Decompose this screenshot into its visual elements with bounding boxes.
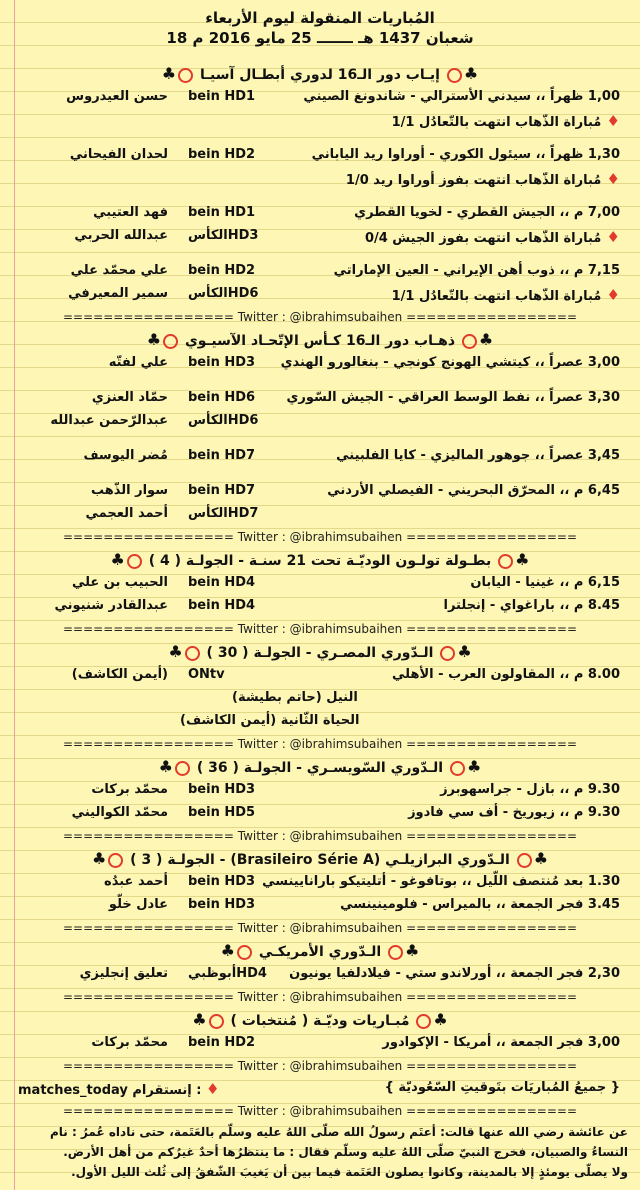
match-row xyxy=(0,894,640,917)
separator xyxy=(0,306,640,328)
match-row xyxy=(0,963,640,986)
commentator-2: عبدالرّحمن عبدالله xyxy=(50,413,168,428)
ring-icon xyxy=(416,1014,431,1029)
extra-channel-row xyxy=(0,687,640,710)
match-text: 3.45 فجر الجمعة ،، بالميراس - فلومينينسي xyxy=(340,897,620,912)
commentator-2: أحمد العجمي xyxy=(85,506,168,521)
separator-fill: ================= xyxy=(62,737,234,751)
ring-icon xyxy=(440,646,455,661)
commentator: فهد العتيبي xyxy=(93,205,168,220)
channel: bein HD5 xyxy=(188,805,256,820)
section-title xyxy=(0,640,640,664)
match-text: 3,30 عصراً ،، نفط الوسط العراقي - الجيش السّوري xyxy=(286,390,620,405)
twitter-handle[interactable]: Twitter : @ibrahimsubaihen xyxy=(233,737,407,751)
channel-2: الكأسHD7 xyxy=(188,506,259,521)
separator-fill: ================= xyxy=(62,990,234,1004)
ring-icon xyxy=(127,554,142,569)
match-text: 9.30 م ،، زيوريخ - أف سي فادوز xyxy=(408,805,620,820)
separator-fill: ================= xyxy=(62,530,234,544)
channel: bein HD4 xyxy=(188,598,256,613)
ring-icon xyxy=(163,334,178,349)
twitter-handle[interactable]: Twitter : @ibrahimsubaihen xyxy=(233,921,407,935)
commentator: أحمد عبدُه xyxy=(104,874,168,889)
commentator-2: سمير المعيرفي xyxy=(68,286,168,301)
commentator: لحدان الفيحاني xyxy=(69,147,168,162)
channel: bein HD3 xyxy=(188,782,256,797)
match-row xyxy=(0,572,640,595)
separator xyxy=(0,825,640,847)
separator-fill: ================= xyxy=(406,990,578,1004)
extra-channel: الحياة الثّانية (أيمن الكاشف) xyxy=(180,713,360,728)
section xyxy=(0,939,640,986)
separator-fill: ================= xyxy=(62,921,234,935)
commentator: عادل خلّو xyxy=(108,897,168,912)
match-text: 6,15 م ،، غينيا - اليابان xyxy=(470,575,620,590)
channel-2: الكأسHD6 xyxy=(188,286,259,301)
match-row xyxy=(0,260,640,283)
date-line: 18 شعبان 1437 هـ ـــــــ 25 مايو 2016 م xyxy=(166,29,474,47)
club-icon: ♣ xyxy=(533,849,549,868)
row-gap xyxy=(0,468,640,480)
separator: ================= Twitter : @ibrahimsubaihen ================= xyxy=(62,1104,578,1118)
instagram-handle[interactable]: matches_today xyxy=(18,1083,128,1098)
first-leg-result xyxy=(392,112,620,130)
section-title xyxy=(0,939,640,963)
sections-container xyxy=(0,62,640,1077)
match-row xyxy=(0,352,640,375)
twitter-handle[interactable]: Twitter : @ibrahimsubaihen xyxy=(233,990,407,1004)
match-row xyxy=(0,144,640,167)
row-gap xyxy=(0,132,640,144)
row-gap xyxy=(0,375,640,387)
ring-icon xyxy=(447,68,462,83)
channel: bein HD2 xyxy=(188,263,256,278)
commentator: علي محمّد علي xyxy=(70,263,168,278)
channel: bein HD2 xyxy=(188,147,256,162)
section-title-text: الـدّوري المصـري - الجولـة ( 30 ) xyxy=(201,645,439,661)
section xyxy=(0,62,640,306)
section-title xyxy=(0,847,640,871)
match-text: 3,45 عصراً ،، جوهور الماليزي - كايا الفلبيني xyxy=(336,448,620,463)
match-row xyxy=(0,779,640,802)
match-row xyxy=(0,445,640,468)
ring-icon xyxy=(209,1014,224,1029)
separator-fill: ================= xyxy=(62,310,234,324)
match-text: 7,00 م ،، الجيش القطري - لخويا القطري xyxy=(354,205,620,220)
club-icon: ♣ xyxy=(146,330,162,349)
club-icon: ♣ xyxy=(158,757,173,776)
section xyxy=(0,847,640,917)
separator xyxy=(0,986,640,1008)
section-title xyxy=(0,548,640,572)
club-icon: ♣ xyxy=(405,941,420,960)
club-icon: ♣ xyxy=(220,941,235,960)
separator-fill: ================= xyxy=(62,829,234,843)
separator-fill: ================= xyxy=(406,1059,578,1073)
extra-channel-row xyxy=(0,710,640,733)
channel: bein HD2 xyxy=(188,1035,256,1050)
notice-text: { جميعُ المُباريَات بتَوقيتِ السّعُوديّة } xyxy=(384,1080,620,1095)
ring-icon xyxy=(108,853,123,868)
match-row xyxy=(0,664,640,687)
ring-icon xyxy=(237,945,252,960)
club-icon: ♣ xyxy=(463,64,479,83)
section-title-text: مُبـاريات وديّـة ( مُنتخبات ) xyxy=(225,1013,415,1029)
row-gap xyxy=(0,248,640,260)
diamond-icon: ♦ xyxy=(601,112,620,130)
channel-2: الكأسHD6 xyxy=(188,413,259,428)
section-title-text: الـدّوري البرازيلـي (Brasileiro Série A) - الجولـة ( 3 ) xyxy=(125,852,515,868)
separator-fill: ================= xyxy=(406,530,578,544)
club-icon: ♣ xyxy=(478,330,494,349)
twitter-handle[interactable]: Twitter : @ibrahimsubaihen xyxy=(233,829,407,843)
hadith-footer xyxy=(0,1122,640,1182)
commentator: سوار الذّهب xyxy=(90,483,168,498)
club-icon: ♣ xyxy=(161,64,177,83)
twitter-handle[interactable]: Twitter : @ibrahimsubaihen xyxy=(233,310,407,324)
section-title xyxy=(0,62,640,86)
ring-icon xyxy=(462,334,477,349)
section-title-text: ذهـاب دور الـ16 كـأس الإتّحـاد الآسيـوي xyxy=(180,333,460,349)
channel: bein HD1 xyxy=(188,89,256,104)
channel: bein HD7 xyxy=(188,483,256,498)
channel: bein HD7 xyxy=(188,448,256,463)
section xyxy=(0,1008,640,1055)
first-leg-result xyxy=(346,170,620,188)
match-text: 1,30 ظهراً ،، سيئول الكوري - أوراوا ريد الياباني xyxy=(311,147,620,162)
match-row xyxy=(0,86,640,109)
separator-fill: ================= xyxy=(62,1059,234,1073)
instagram xyxy=(18,1080,219,1098)
section-title xyxy=(0,1008,640,1032)
channel: أبوظبيHD4 xyxy=(188,966,267,981)
commentator: حسن العيدروس xyxy=(66,89,168,104)
commentator: مُضر اليوسف xyxy=(83,448,168,463)
club-icon: ♣ xyxy=(192,1010,207,1029)
first-leg-result-text: مُباراة الذّهاب انتهت بالتّعادُل 1/1 xyxy=(391,115,602,130)
section-title xyxy=(0,328,640,352)
match-text: 1,00 ظهراً ،، سيدني الأسترالي - شاندونغ الصيني xyxy=(303,89,620,104)
commentator: الحبيب بن علي xyxy=(71,575,168,590)
result-row xyxy=(0,167,640,190)
match-text: 6,45 م ،، المحرّق البحريني - الفيصلي الأردني xyxy=(327,483,620,498)
ring-icon xyxy=(450,761,465,776)
row-gap xyxy=(0,190,640,202)
section xyxy=(0,328,640,526)
club-icon: ♣ xyxy=(168,642,183,661)
channel: bein HD3 xyxy=(188,897,256,912)
ring-icon xyxy=(517,853,532,868)
instagram-label: إنستقرام : xyxy=(132,1083,202,1098)
match-row xyxy=(0,387,640,410)
result-row xyxy=(0,109,640,132)
match-text: 3,00 فجر الجمعة ،، أمريكا - الإكوادور xyxy=(382,1035,620,1050)
section-title-text: إيـاب دور الـ16 لدوري أبطـال آسيـا xyxy=(195,67,445,83)
first-leg-result-text: مُباراة الذّهاب انتهت بفوز أوراوا ريد 1/0 xyxy=(345,173,602,188)
channel-2: الكأسHD3 xyxy=(188,228,259,243)
channel: bein HD3 xyxy=(188,355,256,370)
page-title: المُباريات المنقولة ليوم الأربعاء xyxy=(205,9,435,27)
extra-channel: النيل (حاتم بطيشة) xyxy=(232,690,358,705)
separator xyxy=(0,917,640,939)
section-title-text: الـدّوري الأمريكـي xyxy=(253,944,387,960)
commentator: عبدالقادر شنيوني xyxy=(54,598,168,613)
first-leg-result xyxy=(365,228,620,246)
separator xyxy=(0,526,640,548)
commentator: محمّد بركات xyxy=(91,1035,168,1050)
commentator: (أيمن الكاشف) xyxy=(71,667,168,682)
ring-icon xyxy=(498,554,513,569)
club-icon: ♣ xyxy=(110,550,125,569)
club-icon: ♣ xyxy=(457,642,472,661)
ring-icon xyxy=(175,761,190,776)
footer-line: عن عائشة رضي الله عنها قالت: أعتَم رسولُ الله صلّى اللهُ عليه وسلّم بالعَتَمة، حتى ناداه عُمرُ : نام xyxy=(50,1125,628,1139)
separator-fill: ================= xyxy=(406,622,578,636)
separator-fill: ================= xyxy=(62,622,234,636)
twitter-handle[interactable]: Twitter : @ibrahimsubaihen xyxy=(233,622,407,636)
channel: ONtv xyxy=(188,667,225,682)
section-title xyxy=(0,755,640,779)
channel: bein HD3 xyxy=(188,874,256,889)
row-gap xyxy=(0,433,640,445)
separator xyxy=(0,733,640,755)
result-row xyxy=(0,225,640,248)
diamond-icon: ♦ xyxy=(601,228,620,246)
match-row xyxy=(0,1032,640,1055)
section-title-text: بطـولة تولـون الوديّـة تحت 21 سنـة - الجولـة ( 4 ) xyxy=(143,553,497,569)
match-row xyxy=(0,871,640,894)
ring-icon xyxy=(388,945,403,960)
section xyxy=(0,548,640,618)
match-row xyxy=(0,595,640,618)
diamond-icon: ♦ xyxy=(601,286,620,304)
section xyxy=(0,755,640,825)
channel: bein HD6 xyxy=(188,390,256,405)
footer-line: ولا يصلّى يومئذٍ إلا بالمدينة، وكانوا يصلون العَتَمة فيما بين أن يَغيبَ الشّفقُ إلى ثُلث الليل الأول. xyxy=(71,1165,628,1179)
match-text: 8.00 م ،، المقاولون العرب - الأهلي xyxy=(392,667,620,682)
ring-icon xyxy=(178,68,193,83)
separator-fill: ================= xyxy=(406,829,578,843)
separator-fill: ================= xyxy=(406,310,578,324)
club-icon: ♣ xyxy=(515,550,530,569)
first-leg-result-text: مُباراة الذّهاب انتهت بالتّعادُل 1/1 xyxy=(391,289,602,304)
commentator: محمّد بركات xyxy=(91,782,168,797)
twitter-handle[interactable]: Twitter : @ibrahimsubaihen xyxy=(233,1059,407,1073)
match-row xyxy=(0,802,640,825)
match-text: 9.30 م ،، بازل - جراسهوبرز xyxy=(440,782,620,797)
section xyxy=(0,640,640,733)
commentator: علي لفتّه xyxy=(108,355,168,370)
first-leg-result xyxy=(392,286,620,304)
separator-fill: ================= xyxy=(406,921,578,935)
separator xyxy=(0,618,640,640)
match-text: 7,15 م ،، ذوب أهن الإيراني - العين الإماراتي xyxy=(333,263,620,278)
section-title-text: الـدّوري السّويسـري - الجولـة ( 36 ) xyxy=(192,760,448,776)
club-icon: ♣ xyxy=(466,757,482,776)
channel: bein HD1 xyxy=(188,205,256,220)
commentator: حمّاد العنزي xyxy=(91,390,168,405)
match-text: 2,30 فجر الجمعة ،، أورلاندو ستي - فيلادلفيا يونيون xyxy=(289,966,620,981)
match-text: 8.45 م ،، باراغواي - إنجلترا xyxy=(443,598,620,613)
channel: bein HD4 xyxy=(188,575,256,590)
ring-icon xyxy=(185,646,200,661)
match-text: 1.30 بعد مُنتصف اللّيل ،، بوتافوغو - أتليتيكو بارانايينسي xyxy=(262,874,620,889)
separator xyxy=(0,1055,640,1077)
footer-line: النساءُ والصبيان، فخرج النبيّ صلّى اللهُ عليه وسلّم فقال : ما ينتظرُها أحدٌ غيرُكم من أهل الأرض. xyxy=(63,1145,628,1159)
match-row xyxy=(0,480,640,503)
club-icon: ♣ xyxy=(91,849,107,868)
match-text: 3,00 عصراً ،، كيتشي الهونج كونجي - بنغالورو الهندي xyxy=(280,355,620,370)
twitter-handle[interactable]: Twitter : @ibrahimsubaihen xyxy=(233,530,407,544)
second-channel-row xyxy=(0,410,640,433)
commentator-2: عبدالله الحربي xyxy=(74,228,168,243)
separator-fill: ================= xyxy=(406,737,578,751)
diamond-icon: ♦ xyxy=(601,170,620,188)
result-row xyxy=(0,283,640,306)
diamond-icon: ♦ xyxy=(205,1080,220,1098)
first-leg-result-text: مُباراة الذّهاب انتهت بفوز الجيش 0/4 xyxy=(364,231,602,246)
club-icon: ♣ xyxy=(433,1010,448,1029)
commentator: محمّد الكواليني xyxy=(71,805,168,820)
second-channel-row xyxy=(0,503,640,526)
match-row xyxy=(0,202,640,225)
commentator: تعليق إنجليزي xyxy=(79,966,168,981)
notice-row xyxy=(0,1077,640,1100)
